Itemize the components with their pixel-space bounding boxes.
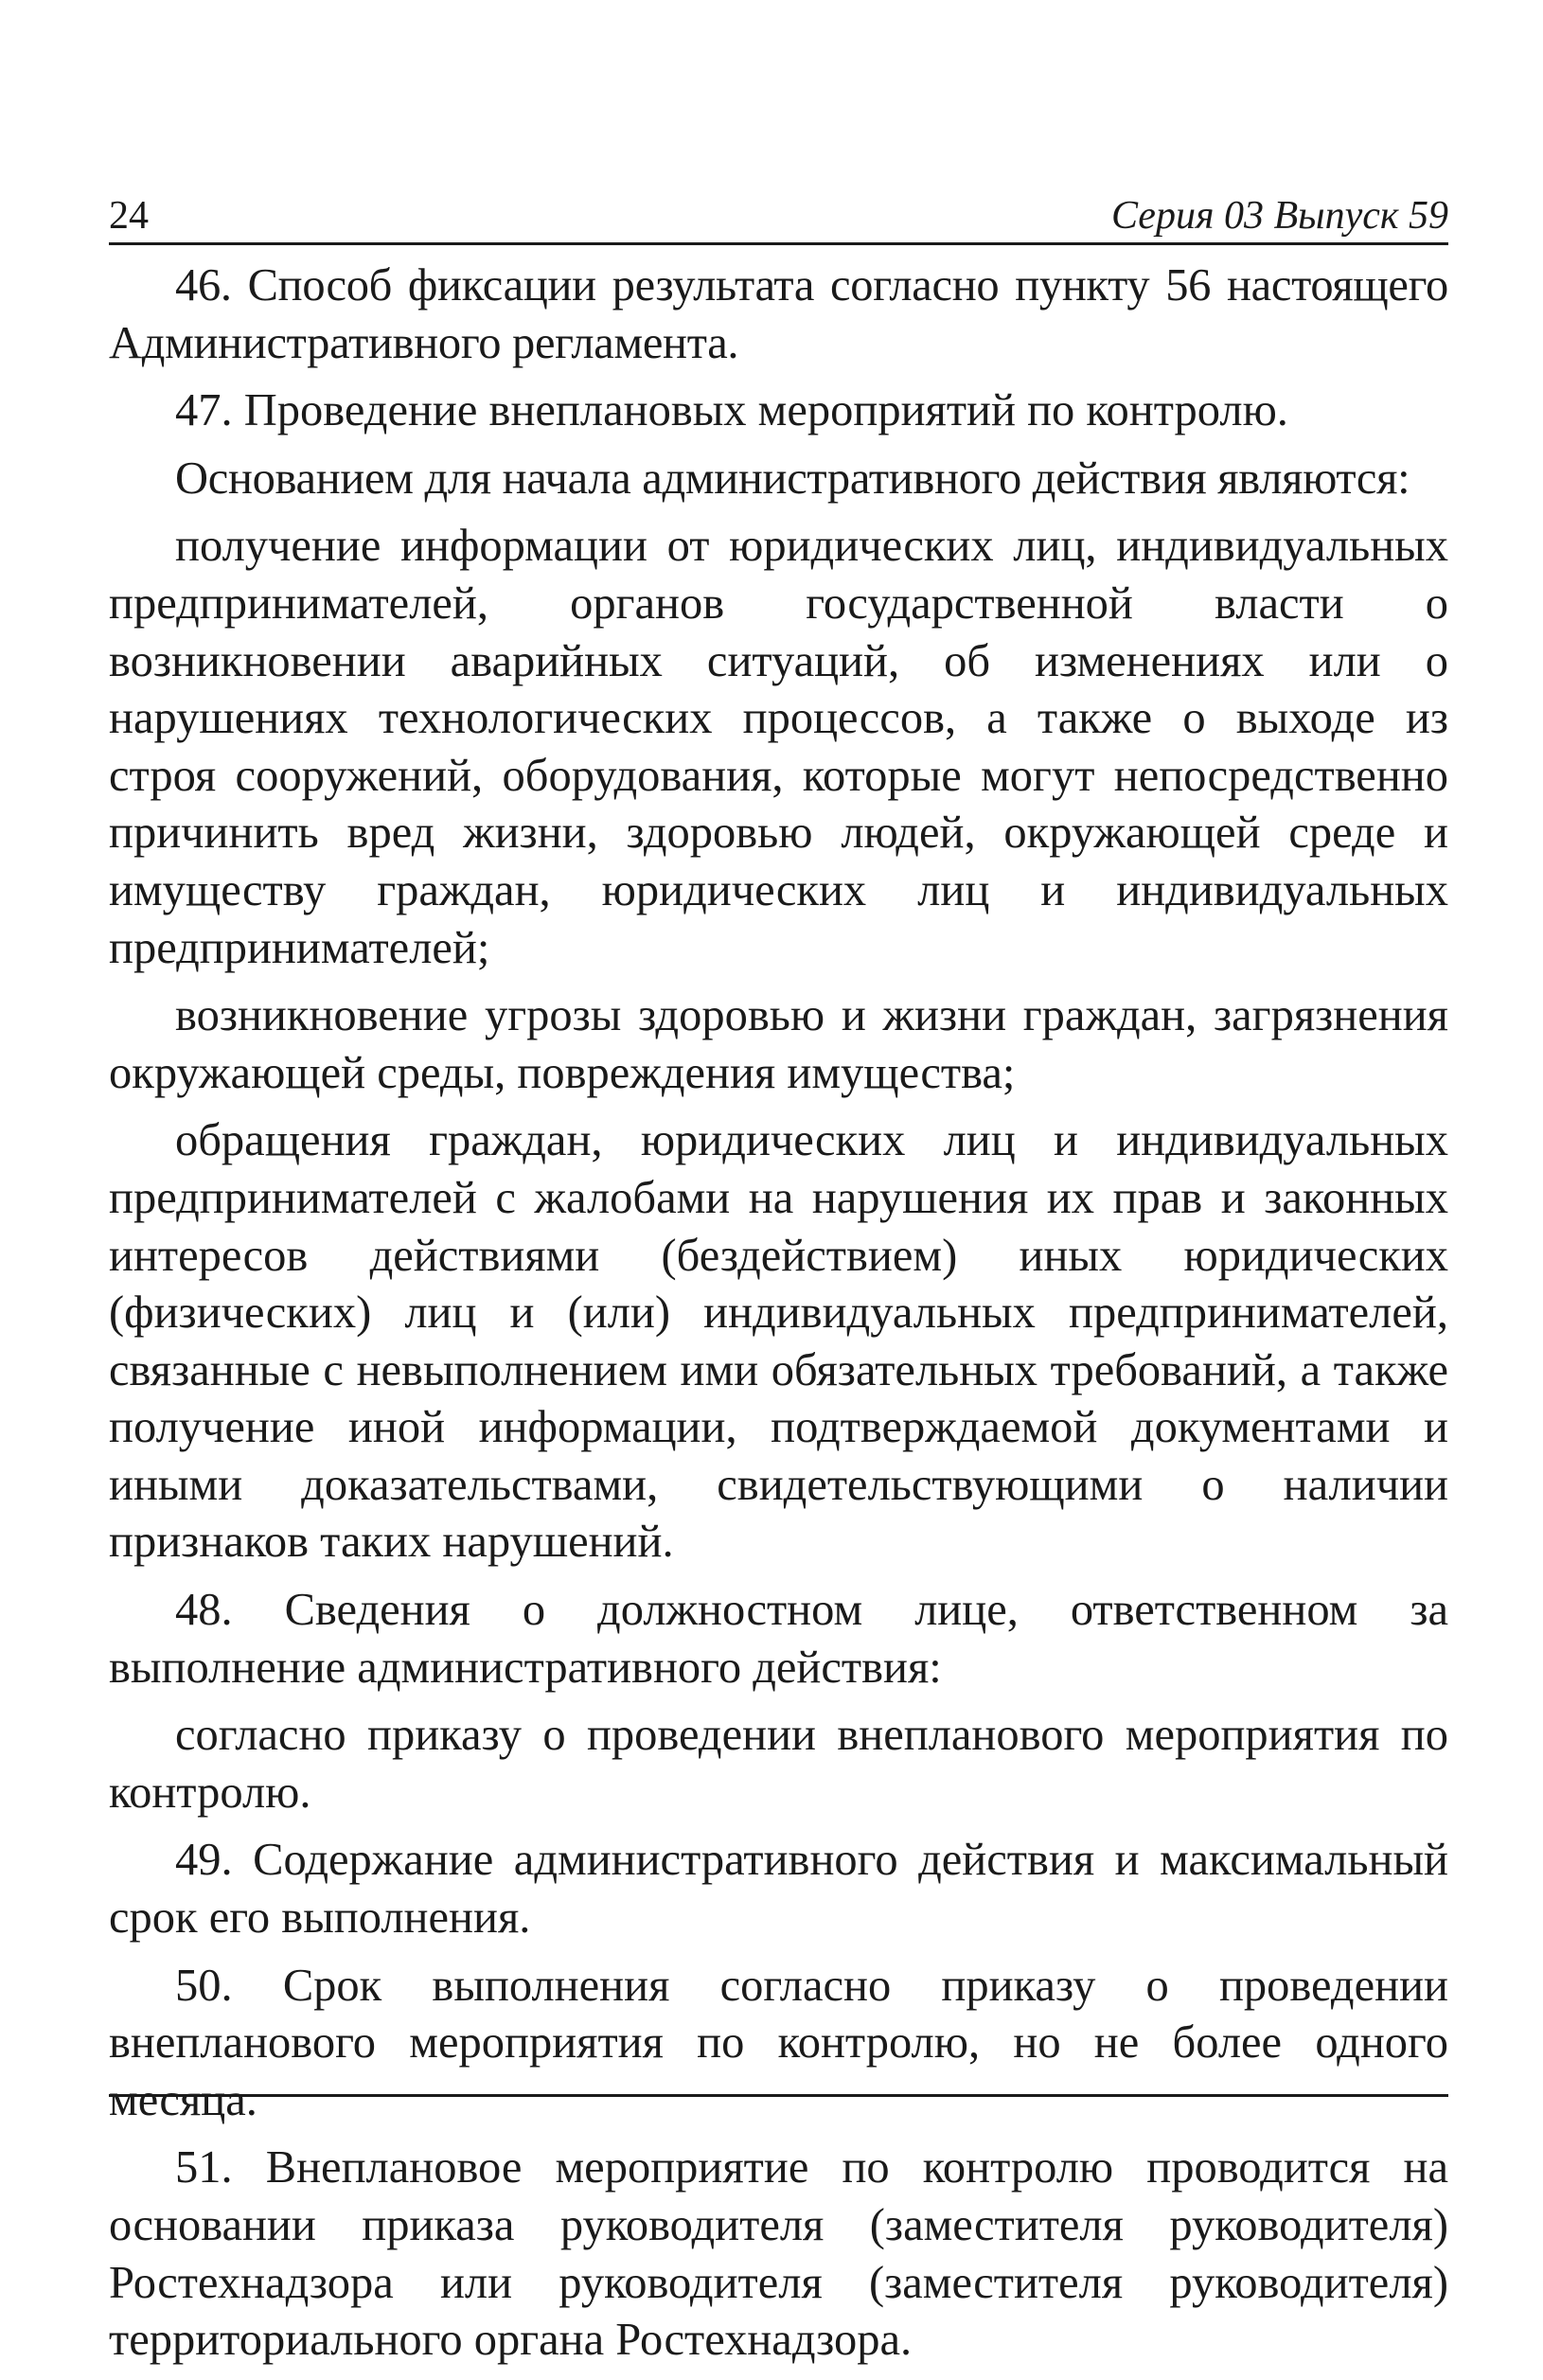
paragraph-information: получение информации от юридических лиц, индивидуальных предпринимателей, органов государственной власти о возникновении аварийных ситуаций, об изменениях или о нарушениях технологических процессов, а также о выходе из строя сооружений, оборудования, которые могут непосредственно причинить вред жизни, здоровью людей, окружающей среде и имуществу граждан, юридических лиц и индивидуальных предпринимателей; bbox=[109, 521, 1448, 973]
paragraph-47: 47. Проведение внеплановых мероприятий по контролю. bbox=[175, 385, 1288, 436]
running-title: Серия 03 Выпуск 59 bbox=[1111, 194, 1448, 238]
document-page bbox=[109, 0, 1448, 2366]
paragraph-grounds: Основанием для начала административного действия являются: bbox=[175, 453, 1410, 504]
footer-rule bbox=[109, 2094, 1448, 2097]
paragraph-appeals: обращения граждан, юридических лиц и индивидуальных предпринимателей с жалобами на нарушения их прав и законных интересов действиями (бездействием) иных юридических (физических) лиц и (или) индивидуальных предпринимателей, связанные с невыполнением ими обязательных требований, а также получение иной информации, подтверждаемой документами и иными доказательствами, свидетельствующими о наличии признаков таких нарушений. bbox=[109, 1115, 1448, 1568]
body-text bbox=[109, 258, 1448, 2380]
paragraph-50: 50. Срок выполнения согласно приказу о проведении внепланового мероприятия по контролю, но не более одного месяца. bbox=[109, 1960, 1448, 2125]
page-number: 24 bbox=[109, 194, 149, 238]
paragraph-51: 51. Внеплановое мероприятие по контролю проводится на основании приказа руководителя (заместителя руководителя) Ростехнадзора или руководителя (заместителя руководителя) территориального органа Ростехнадзора. bbox=[109, 2142, 1448, 2366]
paragraph-48: 48. Сведения о должностном лице, ответственном за выполнение административного действия: bbox=[109, 1585, 1448, 1693]
page-header bbox=[109, 189, 1448, 245]
paragraph-46: 46. Способ фиксации результата согласно пункту 56 настоящего Административного регламента. bbox=[109, 260, 1448, 368]
paragraph-49: 49. Содержание административного действия и максимальный срок его выполнения. bbox=[109, 1835, 1448, 1944]
paragraph-threat: возникновение угрозы здоровью и жизни граждан, загрязнения окружающей среды, повреждения имущества; bbox=[109, 990, 1448, 1098]
paragraph-order: согласно приказу о проведении внепланового мероприятия по контролю. bbox=[109, 1710, 1448, 1818]
